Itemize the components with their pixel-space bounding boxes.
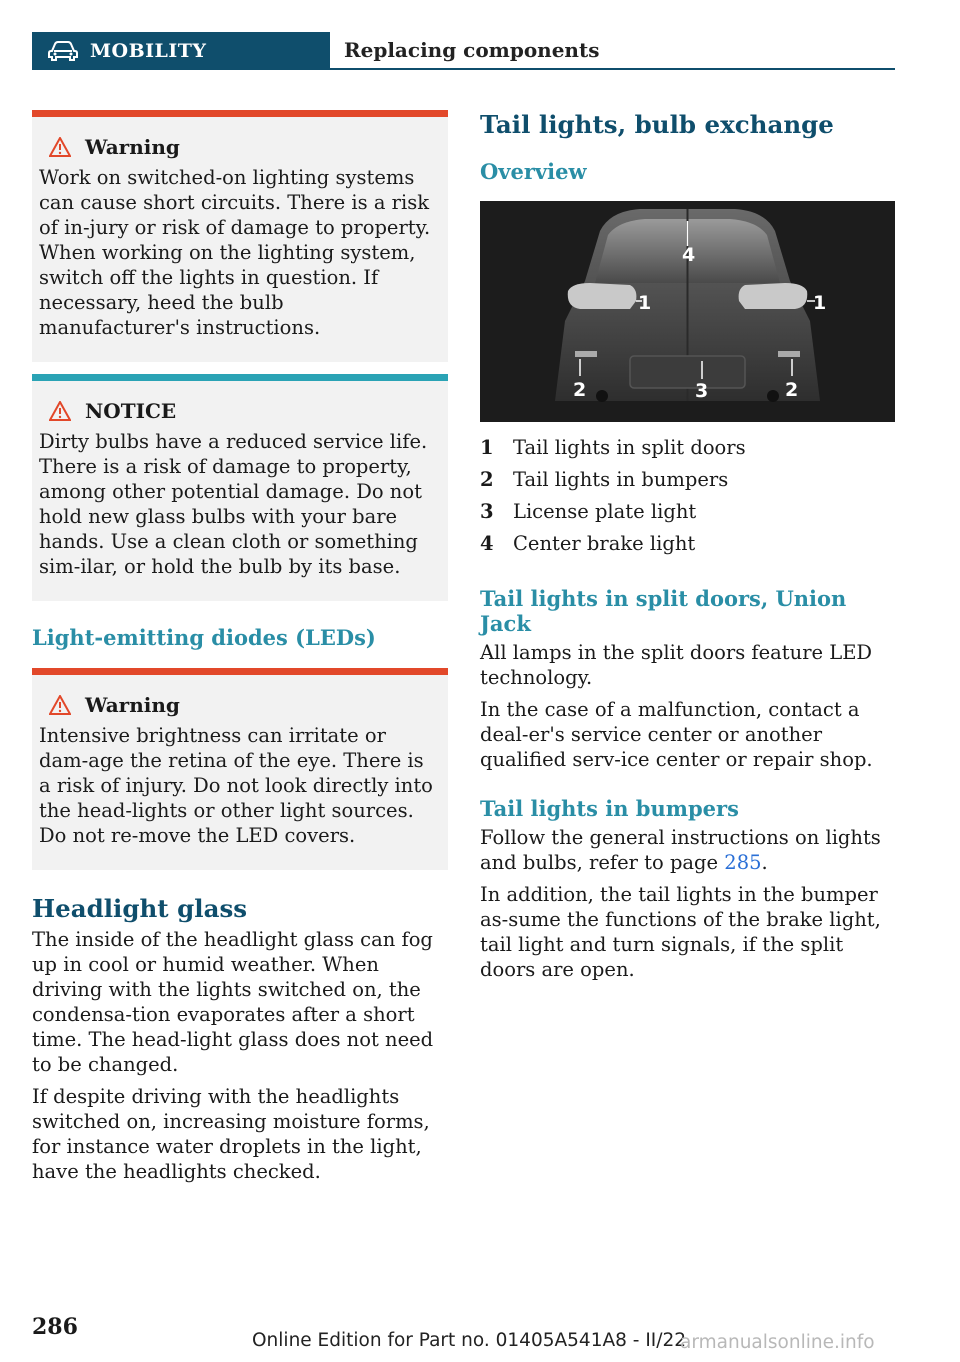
figure-legend <box>480 432 895 560</box>
warning-triangle-icon <box>49 695 71 715</box>
figure-label-3: 3 <box>695 380 709 402</box>
left-column <box>32 110 448 1184</box>
bumpers-paragraph-2: In addition, the tail lights in the bumper as‐sume the functions of the brake light, tail light and turn signals, if the split doors are open. <box>480 883 881 981</box>
warning-callout-lighting <box>32 110 448 362</box>
callout-body: Dirty bulbs have a reduced service life. There is a risk of damage to property, among other potential damage. Do not hold new glass bulbs with your bare hands. Use a clean cloth or something sim‐ilar, or hold the bulb by its base. <box>39 430 428 578</box>
overview-heading: Overview <box>480 159 587 184</box>
callout-title: NOTICE <box>39 399 440 423</box>
bumpers-paragraph-1: Follow the general instructions on lights and bulbs, refer to page 285. <box>480 826 881 874</box>
page-header-title: Replacing components <box>344 38 600 62</box>
figure-label-2-left: 2 <box>573 379 587 401</box>
section-tab <box>32 32 330 70</box>
tail-lights-heading: Tail lights, bulb exchange <box>480 110 834 139</box>
legend-item: 3 License plate light <box>480 500 697 523</box>
callout-body: Work on switched-on lighting systems can cause short circuits. There is a risk of in‐jury or risk of damage to property. When working on the lighting system, switch off the lights in question. If necessary, heed the bulb manufacturer's instructions. <box>39 166 431 339</box>
notice-callout-bulbs <box>32 374 448 601</box>
figure-label-1-left: 1 <box>638 292 652 314</box>
figure-label-1-right: 1 <box>813 292 827 314</box>
page-number: 286 <box>32 1314 78 1340</box>
right-column <box>480 110 895 982</box>
split-doors-paragraph-1: All lamps in the split doors feature LED technology. <box>480 641 873 689</box>
led-heading: Light-emitting diodes (LEDs) <box>32 625 376 650</box>
legend-item: 4 Center brake light <box>480 532 696 555</box>
figure-label-4: 4 <box>682 244 696 266</box>
section-label: MOBILITY <box>90 40 207 62</box>
headlight-paragraph-1: The inside of the headlight glass can fog up in cool or humid weather. When driving with the lights switched on, the condensa‐tion evaporates after a short time. The head‐light glass does not need to be changed. <box>32 928 434 1076</box>
warning-triangle-icon <box>49 137 71 157</box>
car-rear-figure <box>480 201 895 422</box>
split-doors-heading: Tail lights in split doors, Union Jack <box>480 586 847 636</box>
warning-callout-led <box>32 668 448 870</box>
figure-label-2-right: 2 <box>785 379 799 401</box>
legend-item: 2 Tail lights in bumpers <box>480 468 729 491</box>
headlight-heading: Headlight glass <box>32 894 248 923</box>
header-rule <box>330 68 895 70</box>
callout-body: Intensive brightness can irritate or dam‐age the retina of the eye. There is a risk of injury. Do not look directly into the head‐lights or other light sources. Do not re‐move the LED covers. <box>39 724 433 847</box>
legend-item: 1 Tail lights in split doors <box>480 436 746 459</box>
footer-watermark: armanualsonline.info <box>680 1332 875 1353</box>
notice-triangle-icon <box>49 401 71 421</box>
headlight-paragraph-2: If despite driving with the headlights switched on, increasing moisture forms, for instance water droplets in the light, have the headlights checked. <box>32 1085 430 1183</box>
callout-title: Warning <box>39 693 440 717</box>
bumpers-heading: Tail lights in bumpers <box>480 796 739 821</box>
callout-title: Warning <box>39 135 440 159</box>
split-doors-paragraph-2: In the case of a malfunction, contact a deal‐er's service center or another qualified serv‐ice center or repair shop. <box>480 698 873 771</box>
footer-edition: Online Edition for Part no. 01405A541A8 - II/22 <box>252 1330 687 1351</box>
page-link[interactable]: 285 <box>724 851 762 874</box>
car-icon <box>48 41 78 61</box>
